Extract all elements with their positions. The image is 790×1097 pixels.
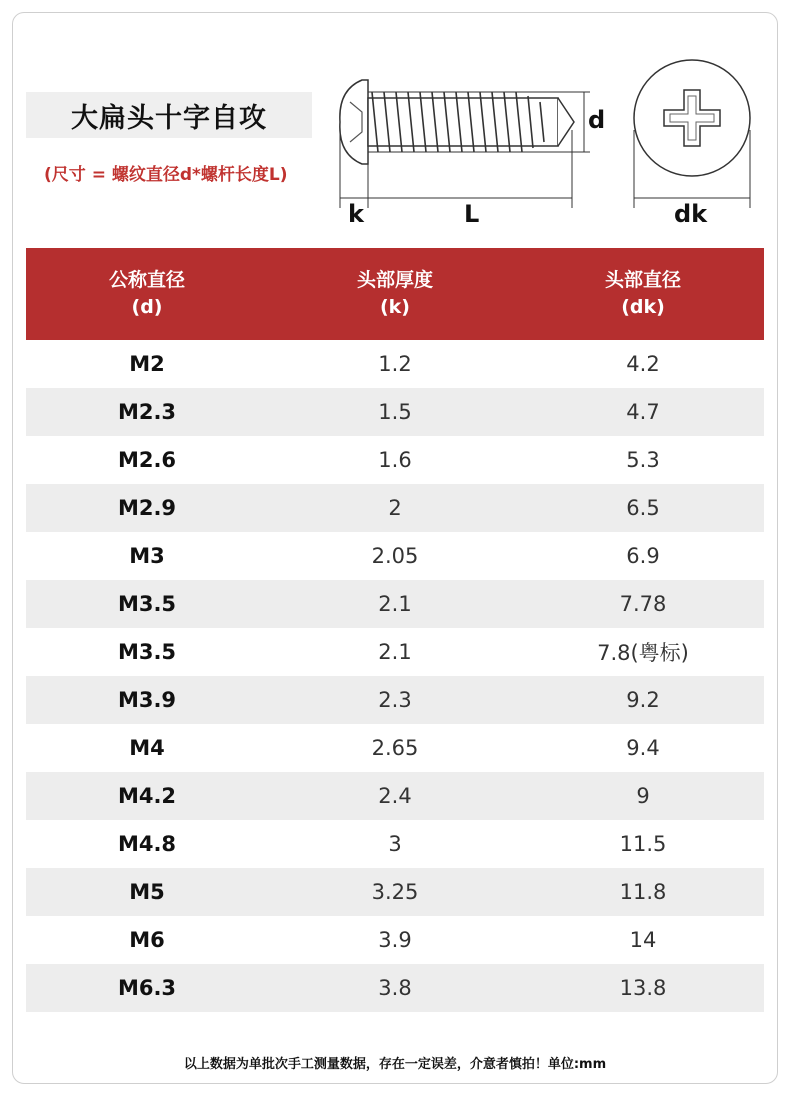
spec-table xyxy=(26,248,764,1012)
table-row: M6.3 3.8 13.8 xyxy=(26,964,764,1012)
size-formula-note: (尺寸 = 螺纹直径d*螺杆长度L) xyxy=(44,165,288,185)
k-label: k xyxy=(348,200,364,228)
header-nominal-diameter: 公称直径 (d) xyxy=(108,269,185,318)
table-row: M3.9 2.3 9.2 xyxy=(26,676,764,724)
d-label: d xyxy=(588,106,606,134)
screw-side-view-diagram xyxy=(328,40,628,230)
screw-head-top-view-diagram xyxy=(626,40,766,230)
table-row: M3.5 2.1 7.8(粤标) xyxy=(117,640,689,665)
table-row: M6 3.9 14 xyxy=(129,928,657,952)
table-row: M2 1.2 4.2 xyxy=(129,352,660,376)
table-row: M5 3.25 11.8 xyxy=(26,868,764,916)
dk-label: dk xyxy=(674,200,708,228)
measurement-disclaimer: 以上数据为单批次手工测量数据，存在一定误差，介意者慎拍！单位:mm xyxy=(183,1057,607,1072)
table-row: M4.2 2.4 9 xyxy=(26,772,764,820)
table-row: M4 2.65 9.4 xyxy=(129,736,660,760)
table-row: M4.8 3 11.5 xyxy=(117,832,667,856)
L-label: L xyxy=(464,200,480,228)
table-header xyxy=(26,248,764,340)
table-row: M2.6 1.6 5.3 xyxy=(117,448,660,472)
header-head-diameter: 头部直径 (dk) xyxy=(604,269,681,318)
table-row: M2.3 1.5 4.7 xyxy=(26,388,764,436)
table-row: M2.9 2 6.5 xyxy=(26,484,764,532)
header-head-thickness: 头部厚度 (k) xyxy=(356,269,433,318)
table-row: M3 2.05 6.9 xyxy=(129,544,660,568)
product-title: 大扁头十字自攻 xyxy=(26,92,312,138)
table-row: M3.5 2.1 7.78 xyxy=(26,580,764,628)
